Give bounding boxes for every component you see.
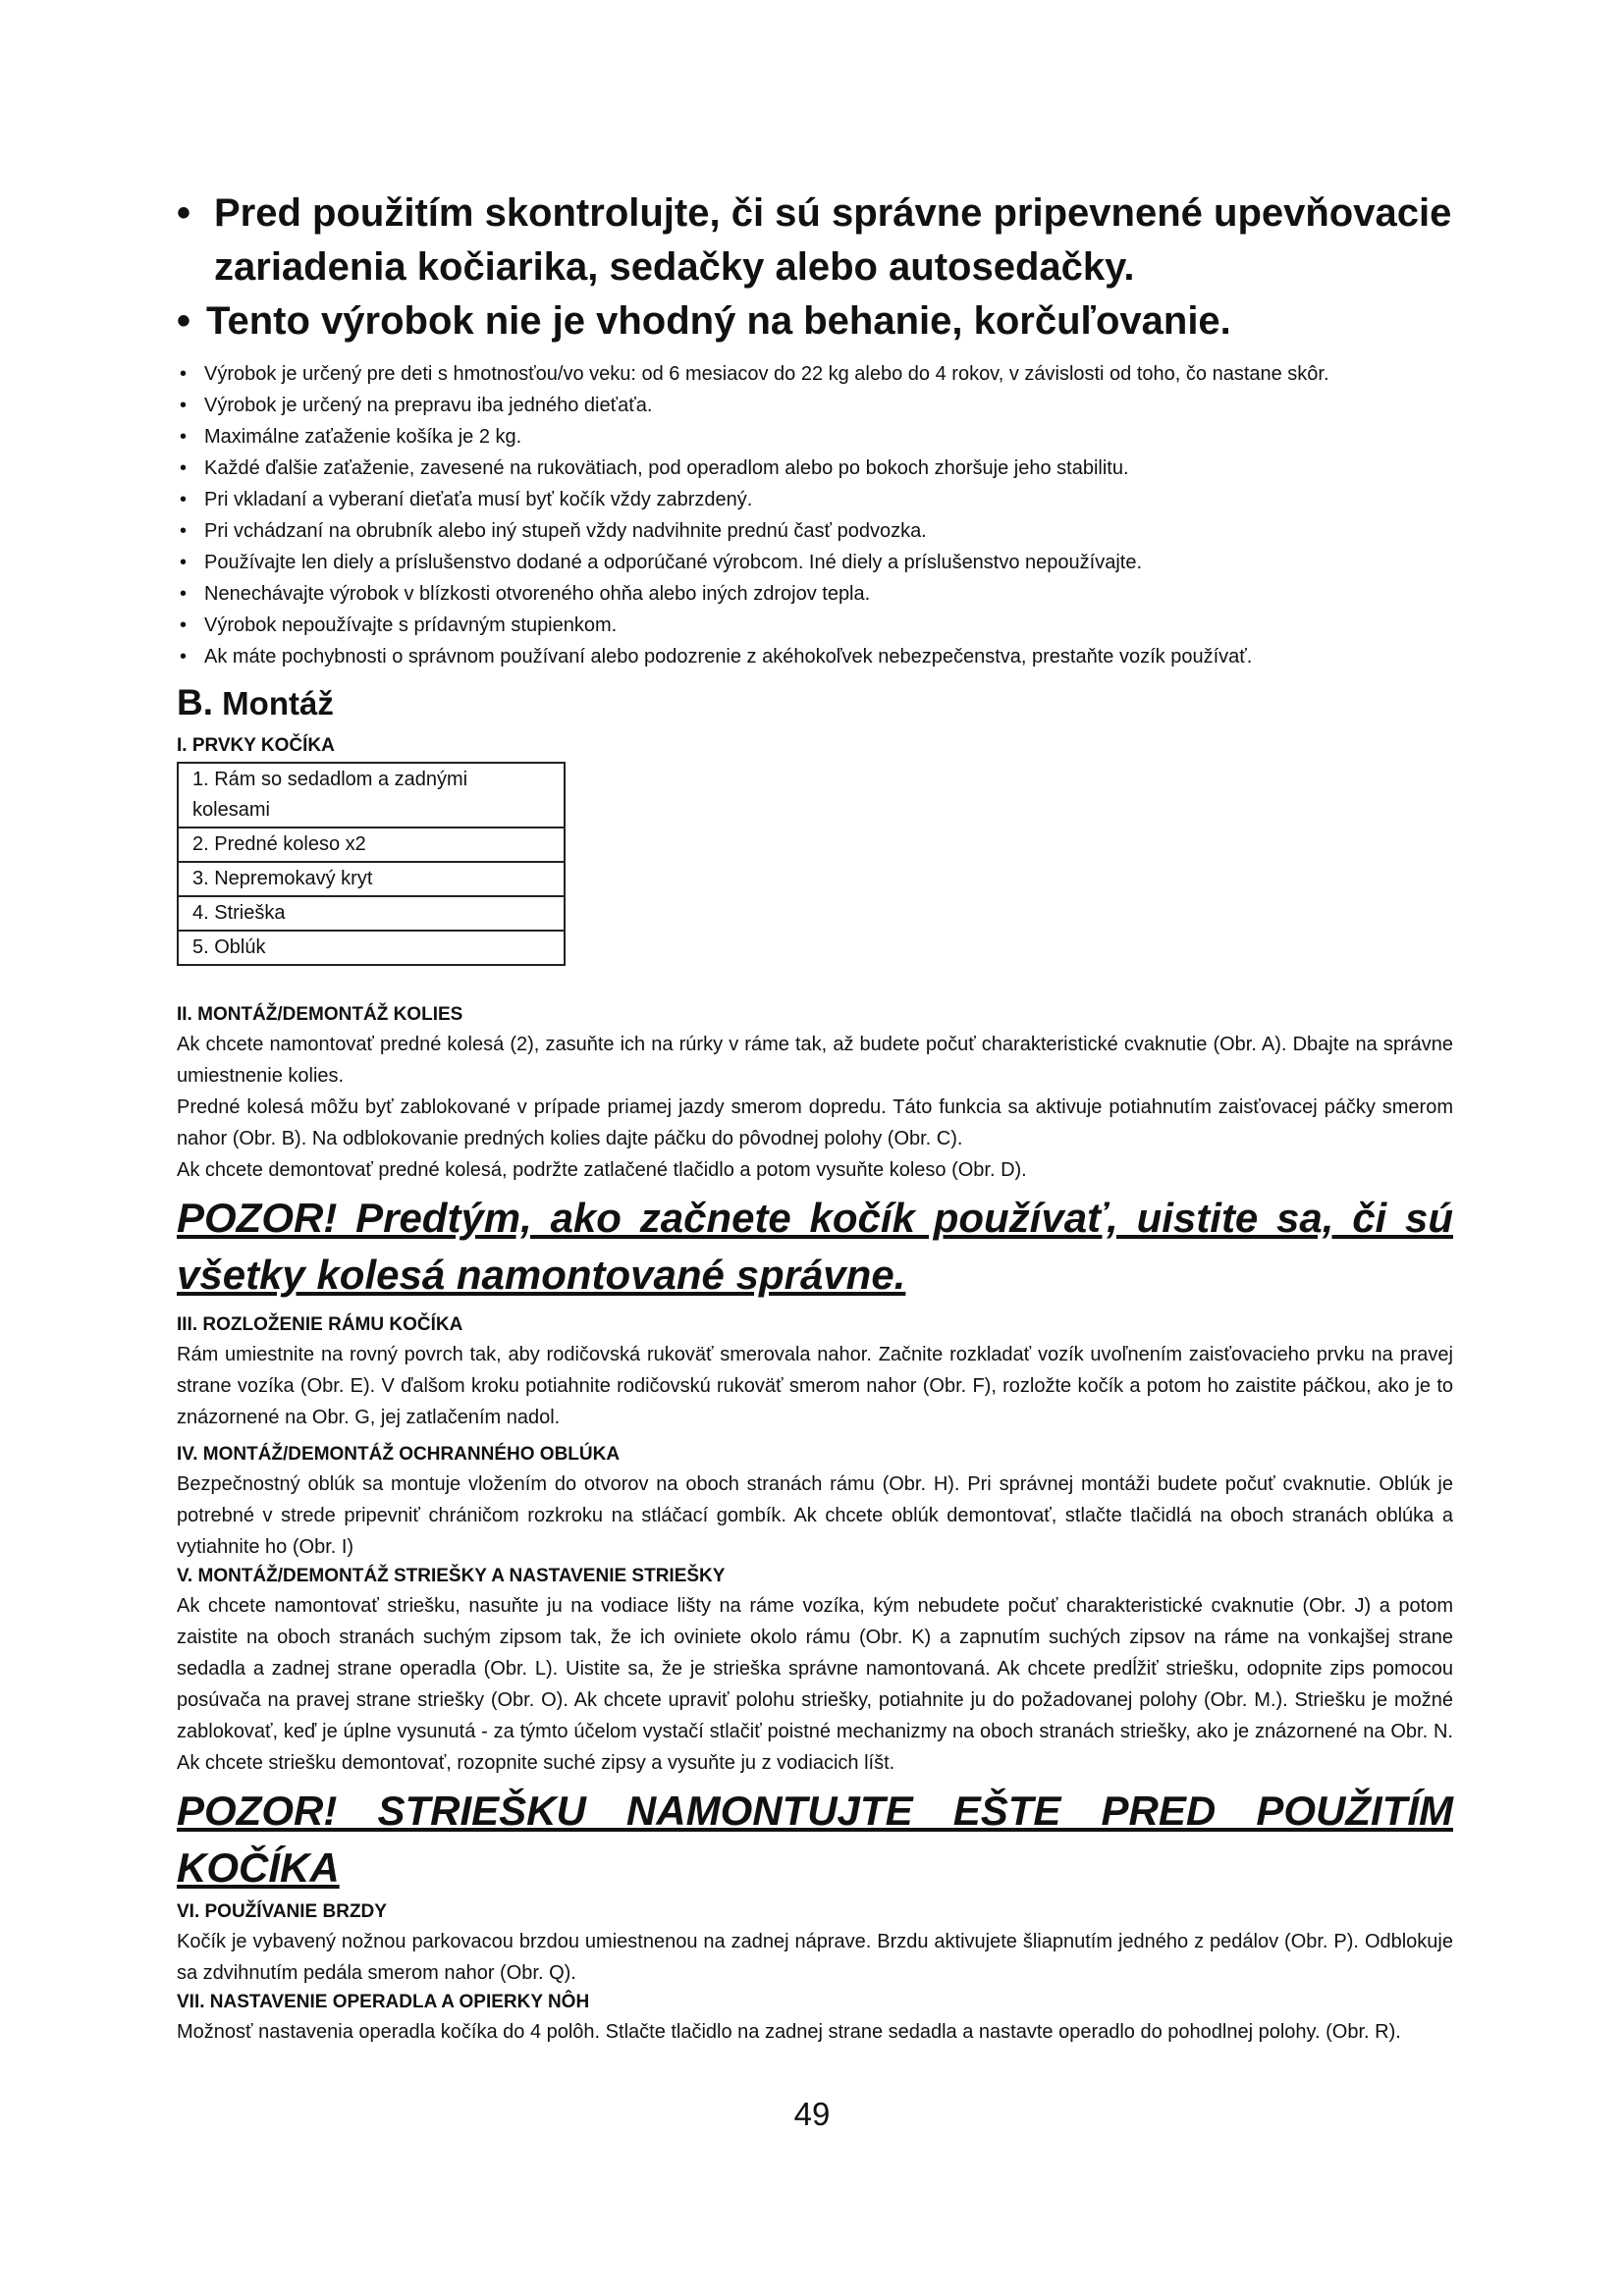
- parts-table: [177, 762, 566, 966]
- table-cell: 5. Oblúk: [178, 931, 565, 965]
- safety-item: • Výrobok nepoužívajte s prídavným stupienkom.: [177, 610, 1453, 641]
- safety-item: • Nenechávajte výrobok v blízkosti otvoreného ohňa alebo iných zdrojov tepla.: [177, 578, 1453, 610]
- backrest-paragraph: Možnosť nastavenia operadla kočíka do 4 polôh. Stlačte tlačidlo na zadnej strane sedadla a nastavte operadlo do pohodlnej polohy. (Obr. R).: [177, 2021, 1401, 2043]
- wheels-heading: II. MONTÁŽ/DEMONTÁŽ KOLIES: [177, 1004, 463, 1025]
- table-row: [178, 862, 565, 896]
- safety-item: • Každé ďalšie zaťaženie, zavesené na rukovätiach, pod operadlom alebo po bokoch zhoršuje jeho stabilitu.: [177, 453, 1453, 484]
- bumper-heading: IV. MONTÁŽ/DEMONTÁŽ OCHRANNÉHO OBLÚKA: [177, 1444, 621, 1465]
- safety-item: • Maximálne zaťaženie košíka je 2 kg.: [177, 421, 1453, 453]
- table-row: [178, 896, 565, 931]
- parts-heading: I. PRVKY KOČÍKA: [177, 735, 335, 756]
- table-cell: 3. Nepremokavý kryt: [178, 862, 565, 896]
- table-cell: 4. Strieška: [178, 896, 565, 931]
- table-row: [178, 828, 565, 862]
- brake-paragraph: Kočík je vybavený nožnou parkovacou brzdou umiestnenou na zadnej náprave. Brzdu aktivujete šliapnutím jedného z pedálov (Obr. P). Odblokuje sa zdvihnutím pedála smerom nahor (Obr. Q).: [177, 1931, 1453, 1984]
- canopy-warning: POZOR! STRIEŠKU NAMONTUJTE EŠTE PRED POUŽITÍM KOČÍKA: [177, 1788, 1453, 1891]
- canopy-heading: V. MONTÁŽ/DEMONTÁŽ STRIEŠKY A NASTAVENIE STRIEŠKY: [177, 1566, 726, 1586]
- wheels-paragraph-3: Ak chcete demontovať predné kolesá, podržte zatlačené tlačidlo a potom vysuňte koleso (Obr. D).: [177, 1159, 1027, 1181]
- table-row: [178, 763, 565, 828]
- wheels-warning: POZOR! Predtým, ako začnete kočík používať, uistite sa, či sú všetky kolesá namontované správne.: [177, 1195, 1453, 1298]
- safety-item: • Používajte len diely a príslušenstvo dodané a odporúčané výrobcom. Iné diely a príslušenstvo nepoužívajte.: [177, 547, 1453, 578]
- page-number: 49: [793, 2096, 831, 2132]
- table-cell: 1. Rám so sedadlom a zadnými kolesami: [178, 763, 565, 828]
- warning-check-fastenings: • Pred použitím skontrolujte, či sú správne pripevnené upevňovacie zariadenia kočiarika, sedačky alebo autosedačky.: [177, 187, 1453, 294]
- wheels-paragraph-2: Predné kolesá môžu byť zablokované v prípade priamej jazdy smerom dopredu. Táto funkcia sa aktivuje potiahnutím zaisťovacej páčky smerom nahor (Obr. B). Na odblokovanie predných kolies dajte páčku do pôvodnej polohy (Obr. C).: [177, 1096, 1453, 1149]
- safety-item: • Výrobok je určený na prepravu iba jedného dieťaťa.: [177, 390, 1453, 421]
- safety-list: [177, 358, 1453, 672]
- frame-paragraph: Rám umiestnite na rovný povrch tak, aby rodičovská rukoväť smerovala nahor. Začnite rozkladať vozík uvoľnením zaisťovacieho prvku na pravej strane vozíka (Obr. E). V ďalšom kroku potiahnite rodičovskú rukoväť smerom nahor (Obr. F), rozložte kočík a potom ho zaistite páčkou, ako je to znázornené na Obr. G, jej zatlačením nadol.: [177, 1344, 1453, 1428]
- canopy-paragraph: Ak chcete namontovať striešku, nasuňte ju na vodiace lišty na ráme vozíka, kým nebudete počuť charakteristické cvaknutie (Obr. J) a potom zaistite na oboch stranách suchým zipsom tak, že ich oviniete okolo rámu (Obr. K) a zapnutím suchých zipsov na ráme na vonkajšej strane sedadla a zadnej strane operadla (Obr. L). Uistite sa, že je strieška správne namontovaná. Ak chcete predĺžiť striešku, odopnite zips pomocou posúvača na pravej strane striešky (Obr. O). Ak chcete upraviť polohu striešky, potiahnite ju do požadovanej polohy (Obr. M.). Striešku je možné zablokovať, keď je úplne vysunutá - za týmto účelom vystačí stlačiť poistné mechanizmy na oboch stranách striešky, ako je znázornené na Obr. N. Ak chcete striešku demontovať, rozopnite suché zipsy a vysuňte ju z vodiacich líšt.: [177, 1595, 1453, 1774]
- safety-item: • Pri vchádzaní na obrubník alebo iný stupeň vždy nadvihnite prednú časť podvozka.: [177, 515, 1453, 547]
- manual-page: [177, 187, 1453, 2048]
- safety-item: • Pri vkladaní a vyberaní dieťaťa musí byť kočík vždy zabrzdený.: [177, 484, 1453, 515]
- safety-item: • Ak máte pochybnosti o správnom používaní alebo podozrenie z akéhokoľvek nebezpečenstva, prestaňte vozík používať.: [177, 641, 1453, 672]
- section-b-heading: [177, 682, 1453, 724]
- section-letter: B.: [177, 682, 213, 722]
- bumper-paragraph: Bezpečnostný oblúk sa montuje vložením do otvorov na oboch stranách rámu (Obr. H). Pri správnej montáži budete počuť cvaknutie. Oblúk je potrebné v strede pripevniť chráničom rozkroku na stláčací gombík. Ak chcete oblúk demontovať, stlačte tlačidlá na oboch stranách oblúka a vytiahnite ho (Obr. I): [177, 1473, 1453, 1558]
- frame-heading: III. ROZLOŽENIE RÁMU KOČÍKA: [177, 1314, 463, 1335]
- table-row: [178, 931, 565, 965]
- table-cell: 2. Predné koleso x2: [178, 828, 565, 862]
- wheels-paragraph-1: Ak chcete namontovať predné kolesá (2), zasuňte ich na rúrky v ráme tak, až budete počuť charakteristické cvaknutie (Obr. A). Dbajte na správne umiestnenie kolies.: [177, 1034, 1453, 1087]
- backrest-heading: VII. NASTAVENIE OPERADLA A OPIERKY NÔH: [177, 1992, 590, 2012]
- brake-heading: VI. POUŽÍVANIE BRZDY: [177, 1901, 387, 1922]
- important-warnings: [177, 187, 1453, 348]
- warning-no-running: • Tento výrobok nie je vhodný na behanie, korčuľovanie.: [177, 294, 1453, 348]
- safety-item: • Výrobok je určený pre deti s hmotnosťou/vo veku: od 6 mesiacov do 22 kg alebo do 4 rokov, v závislosti od toho, čo nastane skôr.: [177, 358, 1453, 390]
- section-title: Montáž: [222, 685, 334, 721]
